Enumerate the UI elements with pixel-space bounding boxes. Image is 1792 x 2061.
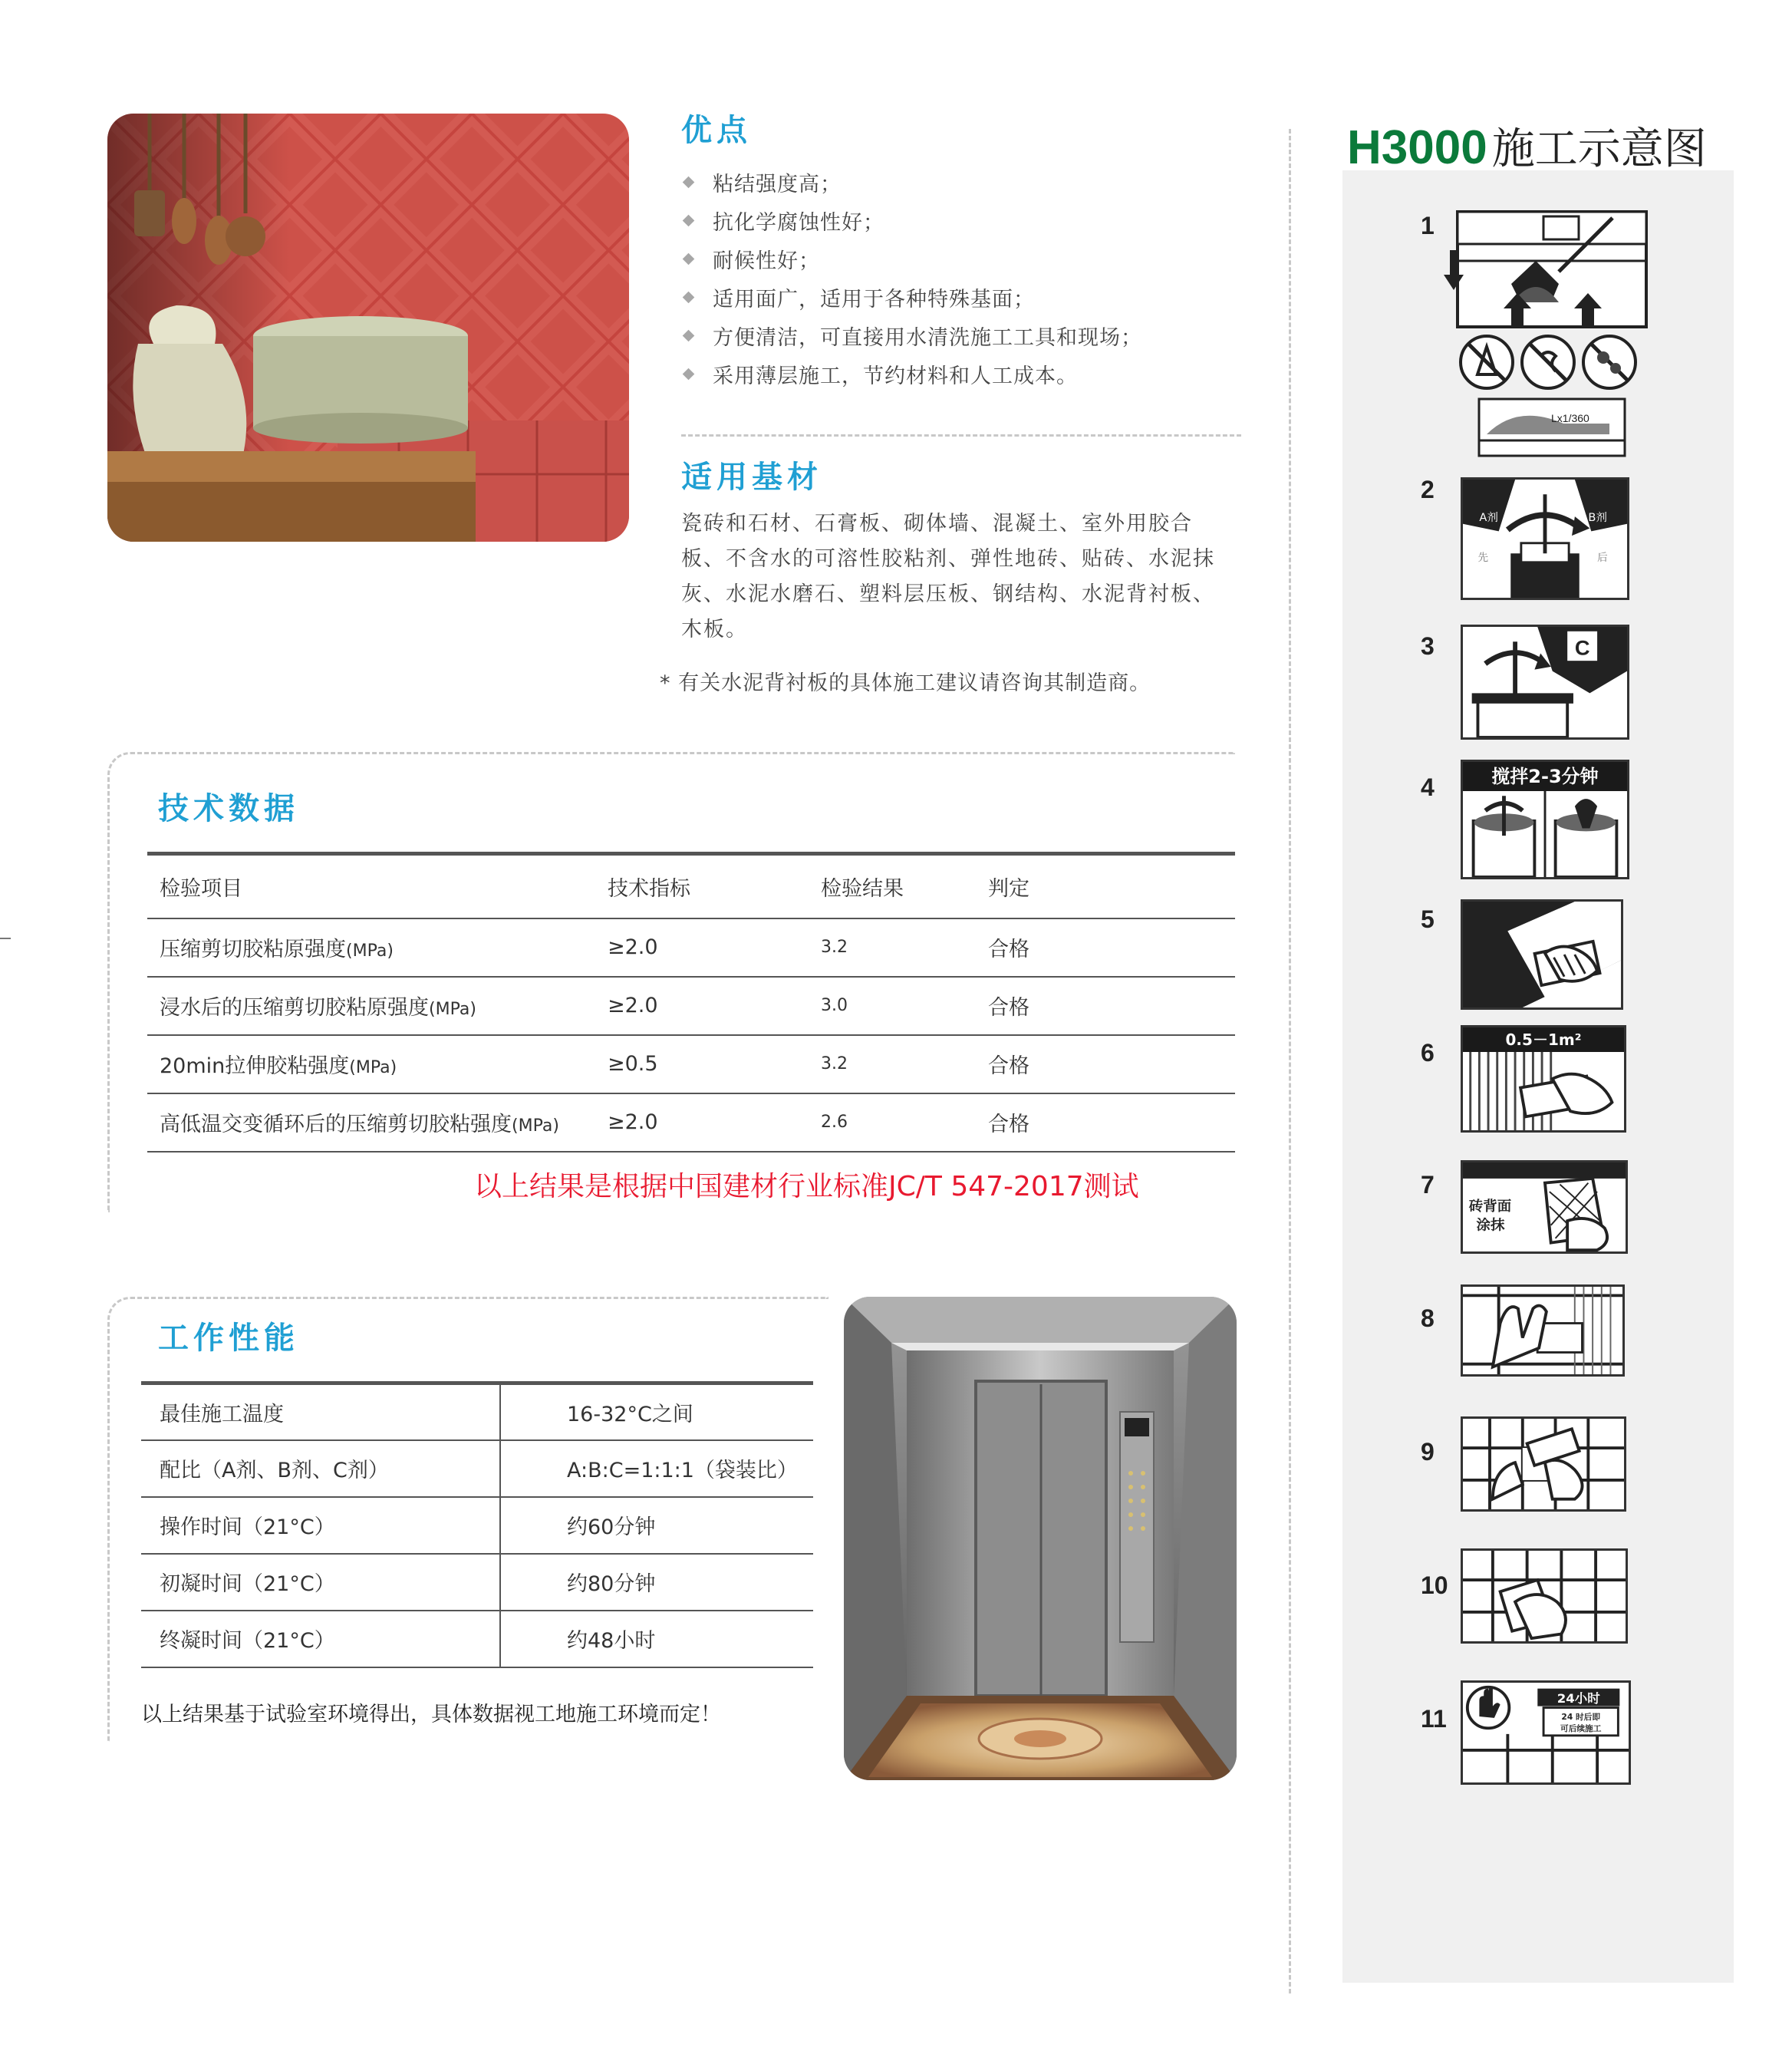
step2-b-label: B剂 bbox=[1588, 511, 1608, 524]
table-row bbox=[147, 1035, 1235, 1093]
advantage-text: 耐候性好； bbox=[713, 249, 820, 273]
step1-label: Lx1/360 bbox=[1551, 412, 1589, 424]
diamond-bullet-icon bbox=[683, 368, 695, 380]
property-value: 约60分钟 bbox=[500, 1497, 813, 1554]
divider bbox=[681, 434, 1241, 437]
test-item-cell bbox=[147, 1035, 592, 1093]
step11-sub-line2: 可后续施工 bbox=[1560, 1724, 1602, 1734]
step6-banner: 0.5－1m² bbox=[1463, 1027, 1624, 1052]
test-item-unit: (MPa) bbox=[349, 1058, 397, 1077]
verdict-cell: 合格 bbox=[974, 918, 1235, 977]
mix-a-b-icon bbox=[1461, 477, 1629, 600]
advantage-item bbox=[681, 316, 1264, 354]
diamond-bullet-icon bbox=[683, 176, 695, 188]
table-row bbox=[141, 1554, 813, 1611]
sidebar-divider bbox=[1289, 129, 1291, 1993]
advantage-item bbox=[681, 163, 1264, 201]
diamond-bullet-icon bbox=[683, 214, 695, 226]
step-number: 6 bbox=[1421, 1039, 1435, 1067]
stir-icon bbox=[1461, 760, 1629, 879]
table-row bbox=[141, 1611, 813, 1667]
property-value: A:B:C=1:1:1（袋装比） bbox=[500, 1440, 813, 1497]
substrates-text: 瓷砖和石材、石膏板、砌体墙、混凝土、室外用胶合板、不含水的可溶性胶粘剂、弹性地砖、贴砖、水泥抹灰、水泥水磨石、塑料层压板、钢结构、水泥背衬板、木板。 bbox=[681, 512, 1215, 641]
table-row bbox=[141, 1383, 813, 1440]
step-number: 5 bbox=[1421, 905, 1435, 933]
advantage-text: 采用薄层施工，节约材料和人工成本。 bbox=[713, 364, 1078, 388]
step-number: 11 bbox=[1421, 1705, 1447, 1733]
substrates-title: 适用基材 bbox=[681, 460, 822, 495]
performance-table bbox=[141, 1381, 813, 1668]
tech-data-title: 技术数据 bbox=[158, 791, 299, 826]
verdict-cell: 合格 bbox=[974, 977, 1235, 1035]
step4-banner: 搅拌2-3分钟 bbox=[1463, 762, 1627, 791]
property-label: 初凝时间（21°C） bbox=[141, 1554, 500, 1611]
col-header-item: 检验项目 bbox=[147, 854, 592, 918]
tech-data-table bbox=[147, 852, 1235, 1153]
diamond-bullet-icon bbox=[683, 291, 695, 303]
verdict-cell: 合格 bbox=[974, 1093, 1235, 1152]
property-value: 约80分钟 bbox=[500, 1554, 813, 1611]
performance-title: 工作性能 bbox=[158, 1321, 299, 1356]
test-item-name: 高低温交变循环后的压缩剪切胶粘强度 bbox=[160, 1113, 512, 1136]
add-c-icon bbox=[1461, 625, 1629, 740]
step7-label-line2: 涂抹 bbox=[1476, 1217, 1505, 1234]
step11-banner: 24小时 bbox=[1556, 1690, 1600, 1706]
press-tile-icon bbox=[1461, 1284, 1625, 1377]
col-header-verdict: 判定 bbox=[974, 854, 1235, 918]
table-row bbox=[147, 918, 1235, 977]
test-item-unit: (MPa) bbox=[512, 1116, 559, 1136]
table-row bbox=[141, 1440, 813, 1497]
notched-trowel-icon bbox=[1461, 1025, 1626, 1133]
step2-after-label: 后 bbox=[1597, 551, 1608, 564]
step-number: 1 bbox=[1421, 212, 1435, 239]
spec-cell: ≥2.0 bbox=[592, 918, 790, 977]
diamond-bullet-icon bbox=[683, 329, 695, 341]
step3-c-label: C bbox=[1574, 636, 1590, 660]
step-number: 10 bbox=[1421, 1571, 1448, 1599]
step-number: 7 bbox=[1421, 1171, 1435, 1199]
back-butter-icon bbox=[1461, 1160, 1628, 1254]
model-name: H3000 bbox=[1347, 121, 1487, 174]
step-number: 9 bbox=[1421, 1438, 1435, 1466]
advantage-text: 抗化学腐蚀性好； bbox=[713, 210, 884, 235]
advantage-item bbox=[681, 239, 1264, 278]
test-item-cell bbox=[147, 1093, 592, 1152]
tech-data-footnote: 以上结果是根据中国建材行业标准JC/T 547-2017测试 bbox=[474, 1171, 1139, 1202]
advantage-item bbox=[681, 278, 1264, 316]
result-cell: 3.2 bbox=[790, 1035, 974, 1093]
advantage-text: 适用面广，适用于各种特殊基面； bbox=[713, 287, 1035, 312]
col-header-spec: 技术指标 bbox=[592, 854, 790, 918]
table-row bbox=[147, 1093, 1235, 1152]
property-value: 16-32°C之间 bbox=[500, 1383, 813, 1440]
grout-icon bbox=[1461, 1416, 1626, 1512]
test-item-cell bbox=[147, 977, 592, 1035]
table-row bbox=[141, 1497, 813, 1554]
step2-a-label: A剂 bbox=[1479, 511, 1498, 524]
sidebar-title bbox=[1347, 115, 1707, 176]
substrates-note: * 有关水泥背衬板的具体施工建议请咨询其制造商。 bbox=[660, 671, 1151, 695]
step-number: 2 bbox=[1421, 476, 1435, 503]
property-value: 约48小时 bbox=[500, 1611, 813, 1667]
step2-first-label: 先 bbox=[1477, 551, 1489, 564]
result-cell: 2.6 bbox=[790, 1093, 974, 1152]
test-item-name: 浸水后的压缩剪切胶粘原强度 bbox=[160, 996, 429, 1020]
spec-cell: ≥0.5 bbox=[592, 1035, 790, 1093]
property-label: 操作时间（21°C） bbox=[141, 1497, 500, 1554]
table-header-row bbox=[147, 854, 1235, 918]
property-label: 最佳施工温度 bbox=[141, 1383, 500, 1440]
step7-label-line1: 砖背面 bbox=[1468, 1198, 1512, 1215]
test-item-unit: (MPa) bbox=[429, 1000, 476, 1019]
clean-icon bbox=[1461, 1548, 1628, 1644]
crop-mark bbox=[0, 938, 11, 939]
test-item-name: 20min拉伸胶粘强度 bbox=[160, 1054, 350, 1078]
diamond-bullet-icon bbox=[683, 252, 695, 265]
test-item-name: 压缩剪切胶粘原强度 bbox=[160, 938, 346, 961]
advantage-item bbox=[681, 201, 1264, 239]
spec-cell: ≥2.0 bbox=[592, 1093, 790, 1152]
surface-prep-icon bbox=[1444, 210, 1648, 463]
advantage-text: 粘结强度高； bbox=[713, 172, 842, 196]
test-item-cell bbox=[147, 918, 592, 977]
step11-sub-line1: 24 时后即 bbox=[1561, 1712, 1601, 1722]
property-label: 终凝时间（21°C） bbox=[141, 1611, 500, 1667]
verdict-cell: 合格 bbox=[974, 1035, 1235, 1093]
advantage-item bbox=[681, 354, 1264, 393]
test-item-unit: (MPa) bbox=[346, 941, 394, 961]
col-header-result: 检验结果 bbox=[790, 854, 974, 918]
step-number: 8 bbox=[1421, 1304, 1435, 1332]
step-number: 4 bbox=[1421, 773, 1435, 801]
performance-footnote: 以上结果基于试验室环境得出，具体数据视工地施工环境而定！ bbox=[141, 1703, 721, 1726]
result-cell: 3.2 bbox=[790, 918, 974, 977]
spec-cell: ≥2.0 bbox=[592, 977, 790, 1035]
step-number: 3 bbox=[1421, 632, 1435, 660]
elevator-interior-photo bbox=[844, 1297, 1237, 1780]
result-cell: 3.0 bbox=[790, 977, 974, 1035]
advantages-list bbox=[681, 163, 1264, 393]
sidebar-title-text: 施工示意图 bbox=[1491, 124, 1707, 174]
trowel-apply-icon bbox=[1461, 899, 1623, 1010]
advantage-text: 方便清洁，可直接用水清洗施工工具和现场； bbox=[713, 325, 1142, 350]
kitchen-tile-photo bbox=[107, 114, 629, 542]
cure-icon bbox=[1461, 1680, 1631, 1785]
property-label: 配比（A剂、B剂、C剂） bbox=[141, 1440, 500, 1497]
advantages-title: 优点 bbox=[681, 113, 752, 148]
table-row bbox=[147, 977, 1235, 1035]
